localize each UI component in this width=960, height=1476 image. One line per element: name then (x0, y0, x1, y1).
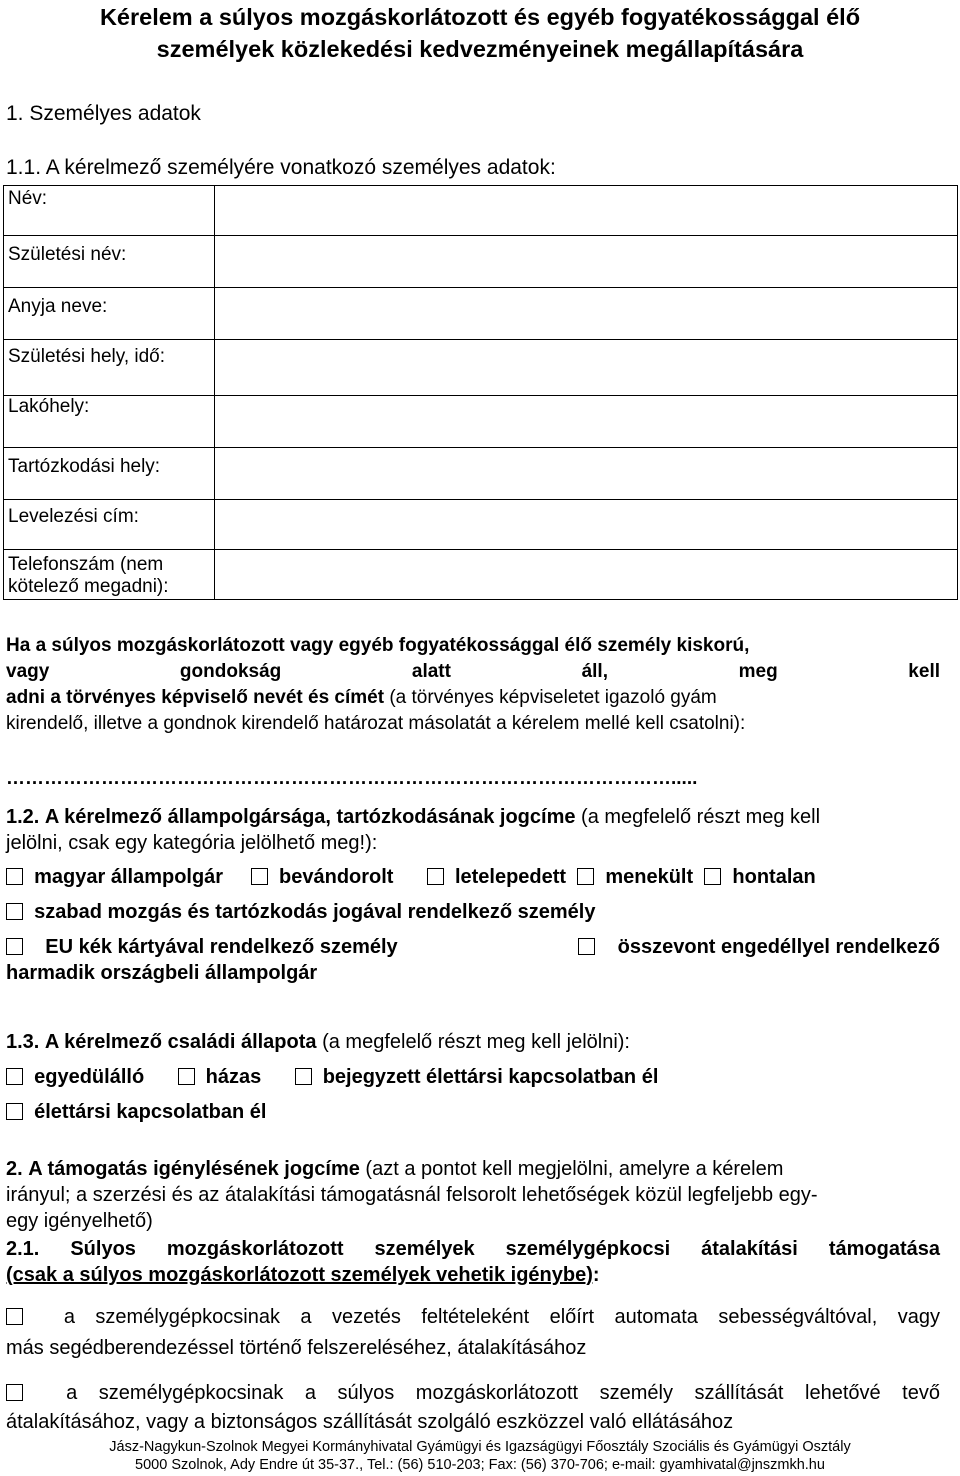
checkbox-settled[interactable] (427, 868, 444, 885)
field-input-mother-name[interactable] (215, 288, 958, 340)
citizenship-options-row: magyar állampolgár bevándorolt letelepedett menekült hontalan (6, 864, 946, 890)
field-label-birth-place-time: Születési hely, idő: (8, 346, 166, 367)
citizenship-option-combined-cont: harmadik országbeli állampolgár (6, 962, 318, 984)
checkbox-transport[interactable] (6, 1384, 23, 1401)
section-2-line-1: 2. A támogatás igénylésének jogcíme (azt a pontot kell megjelölni, amelyre a kérelem (6, 1158, 784, 1180)
checkbox-combined-permit[interactable] (578, 938, 595, 955)
personal-data-table (3, 185, 958, 600)
document-title-line-2: személyek közlekedési kedvezményeinek megállapítására (156, 36, 804, 62)
field-input-stay-place[interactable] (215, 448, 958, 500)
guardian-line-1: Ha a súlyos mozgáskorlátozott vagy egyéb fogyatékossággal élő személy kiskorú, (6, 635, 750, 656)
guardian-dotted-line[interactable]: ……………………………………………………………………………………………..... (6, 768, 698, 789)
section-2-line-3: egy igényelhető) (6, 1210, 153, 1232)
field-label-mother-name: Anyja neve: (8, 296, 108, 317)
checkbox-automatic-gearbox[interactable] (6, 1308, 23, 1325)
field-label-mailing-address: Levelezési cím: (8, 506, 139, 527)
field-input-phone[interactable] (215, 550, 958, 600)
section-2-1-subheading: (csak a súlyos mozgáskorlátozott személyek vehetik igénybe): (6, 1264, 600, 1286)
field-label-phone: Telefonszám (nem kötelező megadni): (8, 554, 169, 597)
section-1-1-heading: 1.1. A kérelmező személyére vonatkozó személyes adatok: (6, 156, 556, 179)
checkbox-single[interactable] (6, 1068, 23, 1085)
field-input-mailing-address[interactable] (215, 500, 958, 550)
field-label-residence: Lakóhely: (8, 396, 90, 417)
checkbox-eu-blue-card[interactable] (6, 938, 23, 955)
guardian-line-2: vagy gondokság alatt áll, meg kell (6, 661, 940, 682)
section-2-1-heading: 2.1. Súlyos mozgáskorlátozott személyek személygépkocsi átalakítási támogatása (6, 1238, 940, 1260)
checkbox-registered-partnership[interactable] (295, 1068, 312, 1085)
checkbox-refugee[interactable] (577, 868, 594, 885)
section-1-3-heading: 1.3. A kérelmező családi állapota (a megfelelő részt meg kell jelölni): (6, 1031, 630, 1053)
option-transport-line-1: a személygépkocsinak a súlyos mozgáskorlátozott személy szállítását lehetővé tevő (6, 1380, 940, 1406)
option-transport-line-2: átalakításához, vagy a biztonságos szállítását szolgáló eszközzel való ellátásához (6, 1411, 734, 1433)
section-1-2-line-2: jelölni, csak egy kategória jelölhető meg!): (6, 832, 378, 854)
citizenship-option-eu-row: EU kék kártyával rendelkező személy összevont engedéllyel rendelkező (6, 934, 940, 960)
field-input-birth-name[interactable] (215, 236, 958, 288)
field-label-name: Név: (8, 188, 48, 209)
field-label-birth-name: Születési név: (8, 244, 127, 265)
checkbox-immigrant[interactable] (251, 868, 268, 885)
citizenship-option-free-movement: szabad mozgás és tartózkodás jogával rendelkező személy (6, 899, 595, 925)
section-1-2-line-1: 1.2. A kérelmező állampolgársága, tartózkodásának jogcíme (a megfelelő részt meg kell (6, 806, 821, 828)
option-automatic-gearbox-line-1: a személygépkocsinak a vezetés feltételeként előírt automata sebességváltóval, vagy (6, 1304, 940, 1330)
guardian-line-4: kirendelő, illetve a gondnok kirendelő határozat másolatát a kérelem mellé kell csatolni): (6, 713, 746, 734)
checkbox-married[interactable] (178, 1068, 195, 1085)
section-2-line-2: irányul; a szerzési és az átalakítási támogatásnál felsorolt lehetőségek közül legfeljebb egy- (6, 1184, 818, 1206)
checkbox-partnership[interactable] (6, 1103, 23, 1120)
document-title-line-1: Kérelem a súlyos mozgáskorlátozott és egyéb fogyatékossággal élő (99, 4, 861, 30)
section-1-heading: 1. Személyes adatok (6, 102, 201, 125)
footer-contact: 5000 Szolnok, Ady Endre út 35-37., Tel.: (56) 510-203; Fax: (56) 370-706; e-mail: gyamhivatal@jnszmkh.hu (135, 1457, 825, 1473)
checkbox-hungarian[interactable] (6, 868, 23, 885)
marital-options-row: egyedülálló házas bejegyzett élettársi kapcsolatban él (6, 1064, 658, 1090)
option-automatic-gearbox-line-2: más segédberendezéssel történő felszereléséhez, átalakításához (6, 1337, 587, 1359)
marital-option-partnership: élettársi kapcsolatban él (6, 1099, 266, 1125)
footer-office: Jász-Nagykun-Szolnok Megyei Kormányhivatal Gyámügyi és Igazságügyi Főosztály Szociális és Gyámügyi Osztály (109, 1439, 851, 1455)
guardian-line-3: adni a törvényes képviselő nevét és címét (a törvényes képviseletet igazoló gyám (6, 687, 717, 708)
field-input-birth-place-time[interactable] (215, 340, 958, 396)
field-label-stay-place: Tartózkodási hely: (8, 456, 161, 477)
field-input-name[interactable] (215, 186, 958, 236)
checkbox-free-movement[interactable] (6, 903, 23, 920)
field-input-residence[interactable] (215, 396, 958, 448)
checkbox-stateless[interactable] (704, 868, 721, 885)
